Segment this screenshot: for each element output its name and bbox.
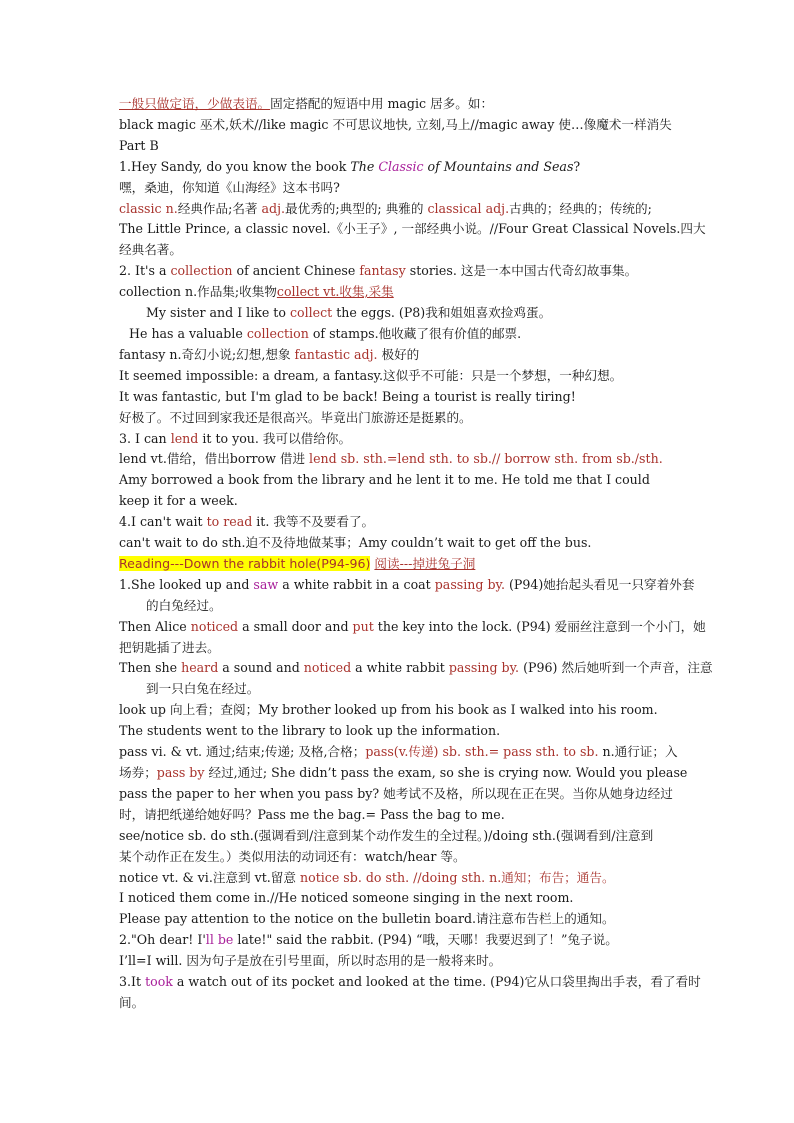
text-segment: 2."Oh dear! I' — [119, 932, 206, 948]
text-segment: noticed — [190, 618, 239, 634]
text-line — [119, 763, 688, 784]
text-segment: notice sb. do sth. //doing sth. n.通知；布告；通告。 — [300, 869, 615, 885]
text-segment: He has a valuable — [129, 325, 247, 341]
text-line — [119, 533, 679, 554]
text-line — [119, 805, 679, 826]
text-segment: It seemed impossible: a dream, a fantasy.这似乎不可能：只是一个梦想，一种幻想。 — [119, 367, 623, 383]
text-segment: ? — [573, 158, 581, 174]
text-segment: put — [352, 618, 374, 634]
text-segment: passing by. — [434, 576, 505, 592]
text-segment: Please pay attention to the notice on the bulletin board.请注意布告栏上的通知。 — [119, 911, 615, 927]
text-segment: saw — [253, 576, 279, 592]
text-segment: heard — [181, 660, 219, 676]
text-line — [119, 345, 679, 366]
text-segment: to read — [206, 514, 253, 530]
text-segment: adj. — [261, 200, 286, 216]
text-segment: n.通行证；入 — [598, 744, 678, 760]
text-segment: the eggs. (P8)我和姐姐喜欢捡鸡蛋。 — [332, 305, 552, 321]
text-line — [119, 596, 679, 617]
text-segment: a white rabbit in a coat — [278, 576, 435, 592]
text-line — [119, 868, 679, 889]
text-line — [119, 784, 679, 805]
text-segment: 古典的；经典的；传统的; — [509, 200, 652, 216]
text-segment: classic n. — [119, 200, 178, 216]
text-segment: 3. I can — [119, 430, 171, 446]
text-segment: 某个动作正在发生。）类似用法的动词还有：watch/hear 等。 — [119, 848, 466, 864]
text-segment: The — [350, 158, 379, 174]
text-segment: can't wait to do sth.迫不及待地做某事；Amy couldn’t wait to get off the bus. — [119, 535, 592, 551]
text-segment: pass vi. & vt. 通过;结束;传递; 及格,合格； — [119, 744, 366, 760]
text-line — [119, 993, 679, 1014]
text-segment: black magic 巫术,妖术//like magic 不可思议地快, 立刻,马上//magic away 使…像魔术一样消失 — [119, 116, 672, 132]
text-segment: 3.It — [119, 974, 146, 990]
text-line — [119, 951, 679, 972]
text-segment: (P94)她抬起头看见一只穿着外套 — [504, 576, 695, 592]
document-body — [119, 94, 713, 1014]
text-line — [119, 888, 679, 909]
text-line — [119, 157, 679, 178]
text-line — [119, 470, 679, 512]
text-segment: lend — [170, 430, 199, 446]
text-segment: The students went to the library to look up the information. — [119, 723, 501, 739]
text-line — [119, 199, 679, 220]
text-segment: passing by. — [448, 660, 520, 676]
text-segment: noticed — [303, 660, 352, 676]
text-segment: Reading---Down the rabbit hole(P94-96) — [119, 555, 371, 571]
text-segment: pass(v.传递) sb. sth.= pass sth. to sb. — [365, 744, 599, 760]
text-line — [119, 219, 706, 240]
text-segment: look up 向上看；查阅；My brother looked up from his book as I walked into his room. — [119, 702, 658, 718]
text-line — [119, 449, 679, 470]
text-segment: 经典名著。 — [119, 242, 182, 258]
text-line — [119, 303, 679, 324]
text-line — [119, 512, 679, 533]
text-segment: it to you. 我可以借给你。 — [198, 430, 352, 446]
text-line — [119, 408, 679, 429]
text-segment: My sister and I like to — [146, 305, 290, 321]
text-segment: I’ll=I will. 因为句子是放在引号里面，所以时态用的是一般将来时。 — [119, 953, 502, 969]
text-segment: 嘿，桑迪，你知道《山海经》这本书吗? — [119, 179, 340, 195]
text-line — [119, 930, 679, 951]
text-segment: late!" said the rabbit. (P94) “哦，天哪！我要迟到了！”兔子说。 — [233, 932, 618, 948]
text-line — [119, 972, 701, 993]
text-segment: fantastic adj. — [294, 346, 378, 362]
text-segment: ll be — [205, 932, 234, 948]
text-segment: 经典作品;名著 — [177, 200, 262, 216]
text-segment: fantasy — [359, 263, 406, 279]
text-segment: Part B — [119, 137, 159, 153]
text-segment: it. 我等不及要看了。 — [252, 514, 375, 530]
text-line — [119, 909, 679, 930]
text-line — [119, 700, 679, 721]
text-line — [119, 94, 679, 115]
text-segment: 最优秀的;典型的; 典雅的 — [285, 200, 428, 216]
text-segment: fantasy n.奇幻小说;幻想,想象 — [119, 346, 295, 362]
text-line — [119, 240, 679, 261]
text-segment: pass the paper to her when you pass by? 她考试不及格，所以现在正在哭。当你从她身边经过 — [119, 785, 673, 801]
text-segment: Amy borrowed a book from the library and he lent it to me. He told me that I could keep it for a week. — [119, 472, 650, 509]
text-segment: collection — [170, 263, 233, 279]
text-segment: collect — [289, 305, 333, 321]
text-segment: lend vt.借给，借出borrow 借进 — [119, 451, 310, 467]
text-segment: 4.I can't wait — [119, 514, 207, 530]
text-segment: 1.She looked up and — [119, 576, 254, 592]
text-segment: of Mountains and Seas — [423, 158, 574, 174]
text-segment: (P96) 然后她听到一个声音，注意 — [519, 660, 713, 676]
text-segment: 1.Hey Sandy, do you know the book — [119, 158, 351, 174]
text-line — [119, 261, 679, 282]
text-line — [119, 282, 679, 303]
text-segment: notice vt. & vi.注意到 vt.留意 — [119, 869, 300, 885]
text-segment: 的白兔经过。 — [146, 597, 222, 613]
text-segment: 固定搭配的短语中用 magic 居多。如： — [270, 96, 494, 111]
text-segment: The Little Prince, a classic novel.《小王子》, 一部经典小说。//Four Great Classical Novels.四大 — [119, 221, 706, 237]
text-segment: Classic — [378, 158, 424, 174]
text-line — [119, 617, 706, 638]
text-line — [119, 742, 679, 763]
text-line — [119, 366, 679, 387]
text-segment: 一般只做定语，少做表语。 — [119, 96, 271, 111]
text-segment: 时，请把纸递给她好吗？Pass me the bag.= Pass the bag to me. — [119, 806, 505, 822]
text-segment: a white rabbit — [351, 660, 449, 676]
text-segment: the key into the lock. (P94) 爱丽丝注意到一个小门，她 — [373, 618, 706, 634]
text-line — [119, 847, 679, 868]
text-segment: 极好的 — [377, 346, 420, 362]
text-segment: took — [145, 974, 173, 990]
text-line — [119, 387, 679, 408]
text-segment: 场券； — [119, 765, 157, 780]
text-segment: collection n.作品集;收集物 — [119, 284, 277, 300]
text-segment: collection — [246, 325, 309, 341]
text-line — [119, 679, 679, 700]
text-segment: Then she — [119, 660, 182, 676]
text-segment: 到一只白兔在经过。 — [146, 681, 260, 697]
text-line — [119, 324, 679, 345]
text-segment: Then Alice — [119, 618, 191, 634]
text-line — [119, 115, 679, 136]
text-segment: of ancient Chinese — [232, 263, 360, 279]
text-segment: 间。 — [119, 994, 145, 1010]
text-line — [119, 638, 679, 659]
text-segment: 阅读---掉进兔子洞 — [374, 555, 476, 571]
text-segment: a small door and — [238, 618, 353, 634]
text-segment: collect vt.收集,采集 — [276, 284, 394, 300]
text-line — [119, 136, 679, 157]
text-segment: classical adj. — [427, 200, 510, 216]
text-segment: It was fantastic, but I'm glad to be back! Being a tourist is really tiring! — [119, 388, 576, 404]
text-segment: pass by — [156, 765, 205, 780]
text-segment: a watch out of its pocket and looked at the time. (P94)它从口袋里掏出手表，看了看时 — [172, 974, 701, 990]
text-segment: 好极了。不过回到家我还是很高兴。毕竟出门旅游还是挺累的。 — [119, 409, 472, 425]
text-line — [119, 554, 679, 575]
text-segment: I noticed them come in.//He noticed someone singing in the next room. — [119, 890, 574, 906]
text-line — [119, 658, 713, 679]
text-segment: lend sb. sth.=lend sth. to sb.// borrow sth. from sb./sth. — [309, 451, 663, 467]
text-segment: see/notice sb. do sth.(强调看到/注意到某个动作发生的全过程。)/doing sth.(强调看到/注意到 — [119, 827, 654, 843]
text-line — [119, 721, 679, 742]
text-line — [119, 178, 679, 199]
text-segment: a sound and — [218, 660, 304, 676]
text-segment: 把钥匙插了进去。 — [119, 639, 220, 655]
text-line — [119, 429, 679, 450]
text-line — [119, 575, 695, 596]
text-line — [119, 826, 679, 847]
text-segment: of stamps.他收藏了很有价值的邮票. — [308, 325, 522, 341]
text-segment: 2. It's a — [119, 263, 171, 279]
text-segment: 经过,通过; She didn’t pass the exam, so she is crying now. Would you please — [204, 765, 688, 780]
text-segment: stories. 这是一本中国古代奇幻故事集。 — [405, 263, 638, 279]
